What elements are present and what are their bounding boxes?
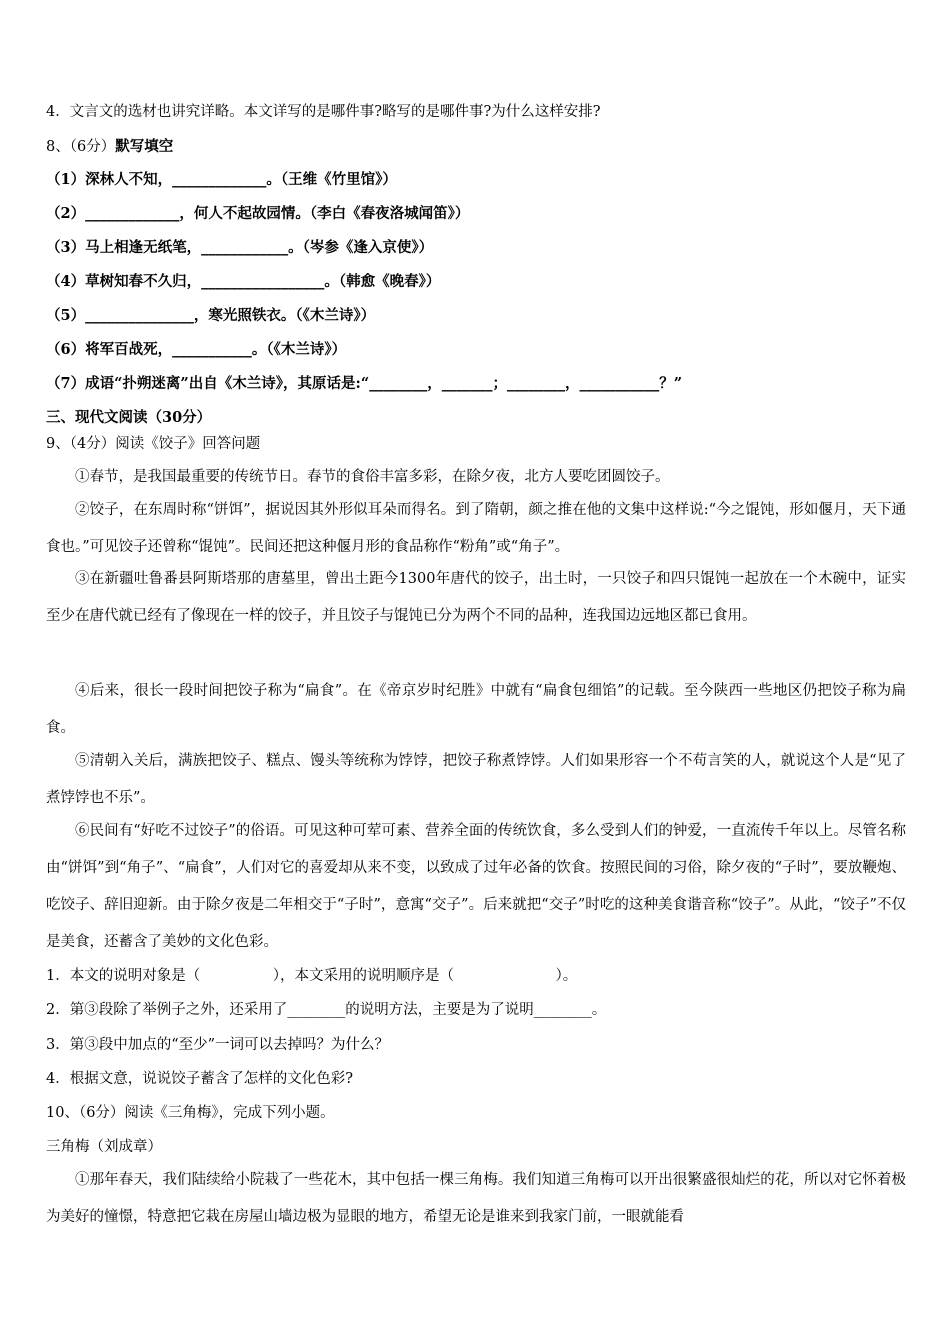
- fill-item-4: （4）草树知春不久归，_________________。（韩愈《晚春》）: [46, 273, 441, 290]
- question-4: 4．文言文的选材也讲究详略。本文详写的是哪件事?略写的是哪件事?为什么这样安排?: [46, 104, 601, 120]
- fill-item-7: （7）成语“扑朔迷离”出自《木兰诗》，其原话是:“________，_______；________，___________？”: [46, 375, 683, 392]
- q9-paragraph-4: ④后来，很长一段时间把饺子称为“扁食”。在《帝京岁时纪胜》中就有“扁食包细馅”的记载。至今陕西一些地区仍把饺子称为扁食。: [46, 683, 906, 736]
- q9-paragraph-6: ⑥民间有“好吃不过饺子”的俗语。可见这种可荤可素、营养全面的传统饮食，多么受到人们的钟爱，一直流传千年以上。尽管名称由“饼饵”到“角子”、“扁食”，人们对它的喜爱却从来不变，以致成了过年必备的饮食。按照民间的习俗，除夕夜的“子时”，要放鞭炮、吃饺子、辞旧迎新。由于除夕夜是二年相交于“子时”，意寓“交子”。后来就把“交子”时吃的这种美食谐音称“饺子”。从此，“饺子”不仅是美食，还蓄含了美妙的文化色彩。: [46, 823, 906, 950]
- fill-item-3: （3）马上相逢无纸笔，____________。（岑参《逢入京使》）: [46, 239, 434, 256]
- question-9-title: 9、（4分）阅读《饺子》回答问题: [46, 436, 261, 452]
- q9-paragraph-1: ①春节，是我国最重要的传统节日。春节的食俗丰富多彩，在除夕夜，北方人要吃团圆饺子。: [75, 469, 670, 485]
- question-8-prefix: 8、（6分）: [46, 139, 116, 155]
- question-10-subtitle: 三角梅（刘成章）: [46, 1139, 162, 1155]
- section-3-heading: 三、现代文阅读（30分）: [46, 409, 212, 426]
- question-8-heading: 默写填空: [115, 138, 174, 155]
- q9-item-4: 4．根据文意，说说饺子蓄含了怎样的文化色彩?: [46, 1071, 353, 1087]
- q9-item-2: 2．第③段除了举例子之外，还采用了________的说明方法，主要是为了说明________。: [46, 1002, 607, 1018]
- fill-item-6: （6）将军百战死，___________。（《木兰诗》）: [46, 341, 347, 358]
- fill-item-1: （1）深林人不知，_____________。（王维《竹里馆》）: [46, 171, 397, 188]
- q9-paragraph-2: ②饺子，在东周时称“饼饵”，据说因其外形似耳朵而得名。到了隋朝，颜之推在他的文集中这样说:“今之馄饨，形如偃月，天下通食也。”可见饺子还曾称“馄饨”。民间还把这种偃月形的食品称作“粉角”或“角子”。: [46, 502, 906, 555]
- q9-paragraph-5: ⑤清朝入关后，满族把饺子、糕点、馒头等统称为饽饽，把饺子称煮饽饽。人们如果形容一个不苟言笑的人，就说这个人是“见了煮饽饽也不乐”。: [46, 753, 906, 806]
- q9-item-1: 1．本文的说明对象是（ ），本文采用的说明顺序是（ ）。: [46, 968, 578, 984]
- fill-item-5: （5）_______________，寒光照铁衣。（《木兰诗》）: [46, 307, 376, 324]
- q10-paragraph-1: ①那年春天，我们陆续给小院栽了一些花木，其中包括一棵三角梅。我们知道三角梅可以开出很繁盛很灿烂的花，所以对它怀着极为美好的憧憬，特意把它栽在房屋山墙边极为显眼的地方，希望无论是谁来到我家门前，一眼就能看: [46, 1172, 906, 1225]
- q9-item-3: 3．第③段中加点的“至少”一词可以去掉吗？为什么？: [46, 1037, 390, 1053]
- question-8-title: [46, 137, 910, 157]
- q9-paragraph-3: ③在新疆吐鲁番县阿斯塔那的唐墓里，曾出土距今1300年唐代的饺子，出土时，一只饺子和四只馄饨一起放在一个木碗中，证实至少在唐代就已经有了像现在一样的饺子，并且饺子与馄饨已分为两个不同的品种，连我国边远地区都已食用。: [46, 571, 906, 624]
- fill-item-2: （2）_____________，何人不起故园情。（李白《春夜洛城闻笛》）: [46, 205, 470, 222]
- question-10-title: 10、（6分）阅读《三角梅》，完成下列小题。: [46, 1105, 335, 1121]
